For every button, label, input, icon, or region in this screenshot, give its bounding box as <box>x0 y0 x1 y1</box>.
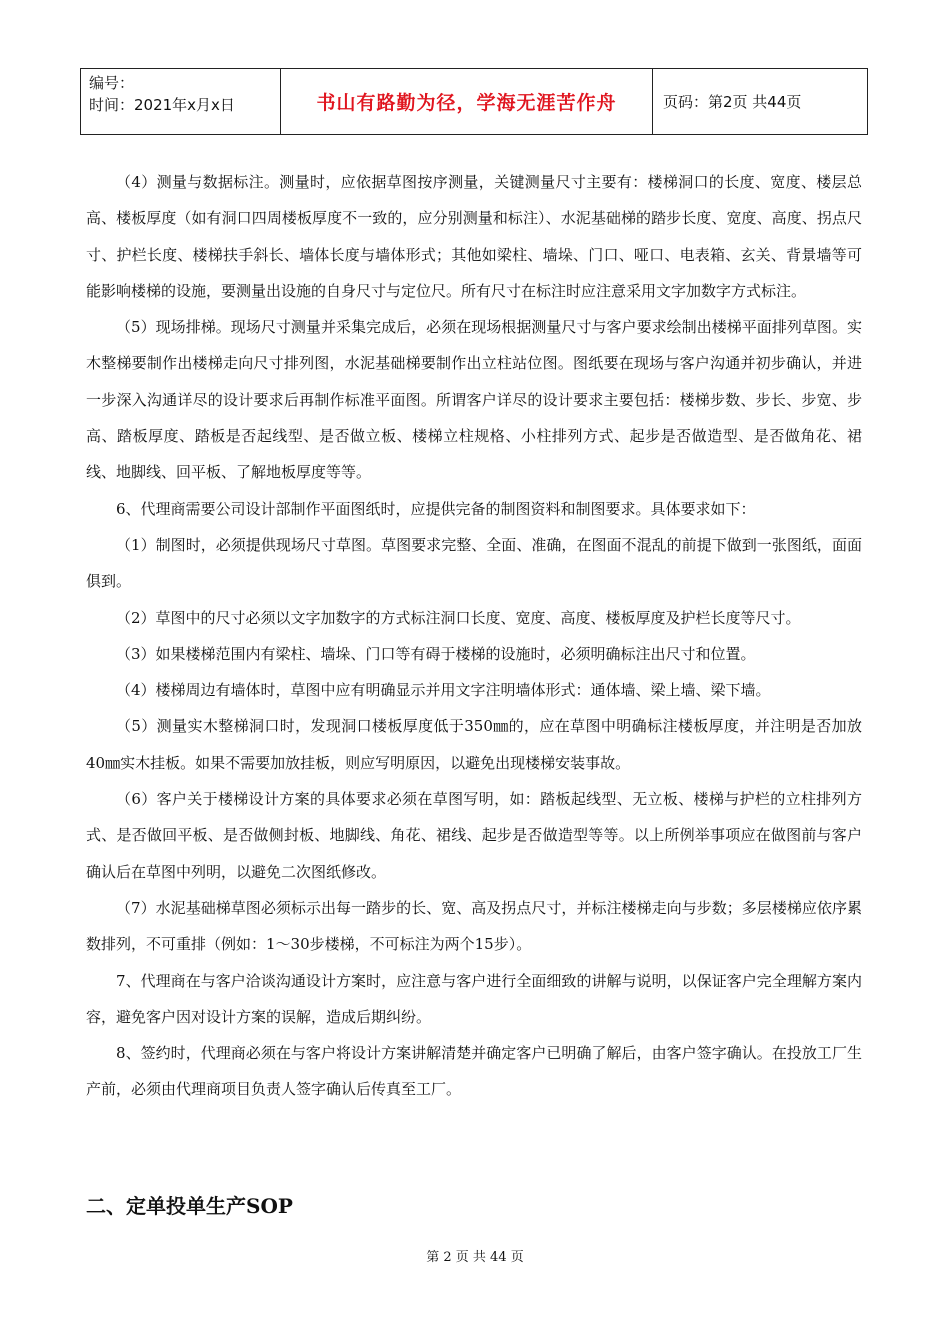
document-body <box>86 164 862 1108</box>
page-footer: 第 2 页 共 44 页 <box>426 1250 524 1265</box>
paragraph-5-onsite-layout: （5）现场排梯。现场尺寸测量并采集完成后，必须在现场根据测量尺寸与客户要求绘制出楼梯平面排列草图。实木整梯要制作出楼梯走向尺寸排列图，水泥基础梯要制作出立柱站位图。图纸要在现场与客户沟通并初步确认，并进一步深入沟通详尽的设计要求后再制作标准平面图。所谓客户详尽的设计要求主要包括：楼梯步数、步长、步宽、步高、踏板厚度、踏板是否起线型、是否做立板、楼梯立柱规格、小柱排列方式、起步是否做造型、是否做角花、裙线、地脚线、回平板、了解地板厚度等等。 <box>86 318 862 482</box>
paragraph-item-8: 8、签约时，代理商必须在与客户将设计方案讲解清楚并确定客户已明确了解后，由客户签字确认。在投放工厂生产前，必须由代理商项目负责人签字确认后传真至工厂。 <box>86 1044 862 1099</box>
paragraph-4-measurement: （4）测量与数据标注。测量时，应依据草图按序测量，关键测量尺寸主要有：楼梯洞口的长度、宽度、楼层总高、楼板厚度（如有洞口四周楼板厚度不一致的，应分别测量和标注）、水泥基础梯的踏步长度、宽度、高度、拐点尺寸、护栏长度、楼梯扶手斜长、墙体长度与墙体形式；其他如梁柱、墙垛、门口、哑口、电表箱、玄关、背景墙等可能影响楼梯的设施，要测量出设施的自身尺寸与定位尺。所有尺寸在标注时应注意采用文字加数字方式标注。 <box>86 173 862 300</box>
header-meta <box>81 69 281 134</box>
paragraph-6-5: （5）测量实木整梯洞口时，发现洞口楼板厚度低于350㎜的，应在草图中明确标注楼板厚度，并注明是否加放40㎜实木挂板。如果不需要加放挂板，则应写明原因，以避免出现楼梯安装事故。 <box>86 717 862 772</box>
paragraph-item-7: 7、代理商在与客户洽谈沟通设计方案时，应注意与客户进行全面细致的讲解与说明，以保证客户完全理解方案内容，避免客户因对设计方案的误解，造成后期纠纷。 <box>86 971 862 1026</box>
document-date: 时间：2021年x月x日 <box>89 96 235 114</box>
document-number-label: 编号： <box>89 74 135 92</box>
header-page-info: 页码：第2页 共44页 <box>663 93 802 111</box>
paragraph-6-6: （6）客户关于楼梯设计方案的具体要求必须在草图写明，如：踏板起线型、无立板、楼梯与护栏的立柱排列方式、是否做回平板、是否做侧封板、地脚线、角花、裙线、起步是否做造型等等。以上所例举事项应在做图前与客户确认后在草图中列明，以避免二次图纸修改。 <box>86 790 862 881</box>
paragraph-6-2: （2）草图中的尺寸必须以文字加数字的方式标注洞口长度、宽度、高度、楼板厚度及护栏长度等尺寸。 <box>116 608 801 627</box>
paragraph-6-1: （1）制图时，必须提供现场尺寸草图。草图要求完整、全面、准确，在图面不混乱的前提下做到一张图纸，面面俱到。 <box>86 535 862 591</box>
paragraph-6-3: （3）如果楼梯范围内有梁柱、墙垛、门口等有碍于楼梯的设施时，必须明确标注出尺寸和位置。 <box>116 644 756 663</box>
paragraph-6-7: （7）水泥基础梯草图必须标示出每一踏步的长、宽、高及拐点尺寸，并标注楼梯走向与步数；多层楼梯应依序累数排列，不可重排（例如：1～30步楼梯，不可标注为两个15步）。 <box>86 898 862 954</box>
section-heading: 二、定单投单生产SOP <box>86 1194 293 1218</box>
paragraph-item-6: 6、代理商需要公司设计部制作平面图纸时，应提供完备的制图资料和制图要求。具体要求如下： <box>116 499 756 518</box>
header-motto: 书山有路勤为径，学海无涯苦作舟 <box>281 69 653 134</box>
paragraph-6-4: （4）楼梯周边有墙体时，草图中应有明确显示并用文字注明墙体形式：通体墙、梁上墙、梁下墙。 <box>116 681 771 700</box>
page-header <box>80 68 868 135</box>
